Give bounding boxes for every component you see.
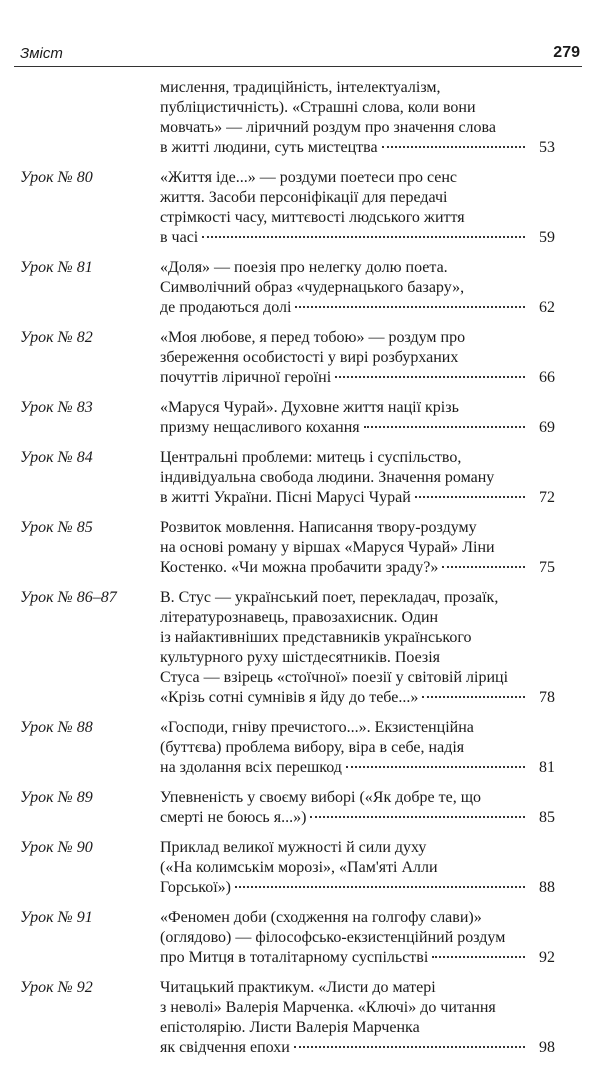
dot-leader xyxy=(295,306,525,308)
dot-leader xyxy=(382,146,525,148)
entry-line: («На колимськім морозі», «Пам'яті Алли xyxy=(160,859,438,876)
entry-line: на основі роману у віршах «Маруся Чурай» Ліни xyxy=(160,539,495,556)
entry-line: в житті людини, суть мистецтва xyxy=(160,139,378,156)
toc-entry xyxy=(0,168,600,248)
entry-line: Центральні проблеми: митець і суспільство, xyxy=(160,449,462,466)
dot-leader xyxy=(442,566,525,568)
entry-line: літературознавець, правозахисник. Один xyxy=(160,609,439,626)
entry-text xyxy=(160,78,555,158)
toc-entry xyxy=(0,328,600,388)
dot-leader xyxy=(335,376,525,378)
page-ref: 88 xyxy=(539,879,555,896)
entry-line: епістолярію. Листи Валерія Марченка xyxy=(160,1019,420,1036)
lesson-label: Урок № 83 xyxy=(20,399,93,416)
dot-leader xyxy=(294,1046,525,1048)
entry-line: призму нещасливого кохання xyxy=(160,419,360,436)
header-rule xyxy=(14,66,582,67)
page-ref: 92 xyxy=(539,949,555,966)
entry-line: «Життя іде...» — роздуми поетеси про сенс xyxy=(160,169,458,186)
entry-last-line xyxy=(160,808,555,828)
page-header xyxy=(14,42,582,72)
entry-text xyxy=(160,398,555,438)
entry-line: «Маруся Чурай». Духовне життя нації крізь xyxy=(160,399,459,416)
entry-line: стрімкості часу, миттєвості людського життя xyxy=(160,209,465,226)
toc-entry xyxy=(0,908,600,968)
lesson-label: Урок № 89 xyxy=(20,789,93,806)
dot-leader xyxy=(415,496,525,498)
table-of-contents xyxy=(0,78,600,1068)
entry-last-line xyxy=(160,488,555,508)
dot-leader xyxy=(310,816,525,818)
entry-line: як свідчення епохи xyxy=(160,1039,290,1056)
toc-entry xyxy=(0,258,600,318)
entry-text xyxy=(160,448,555,508)
lesson-label: Урок № 91 xyxy=(20,909,93,926)
toc-entry xyxy=(0,788,600,828)
entry-line: «Доля» — поезія про нелегку долю поета. xyxy=(160,259,448,276)
entry-line: культурного руху шістдесятників. Поезія xyxy=(160,649,441,666)
lesson-label: Урок № 86–87 xyxy=(20,589,117,606)
entry-text xyxy=(160,978,555,1058)
entry-line: «Феномен доби (сходження на голгофу слави)» xyxy=(160,909,482,926)
page-ref: 59 xyxy=(539,229,555,246)
entry-line: Приклад великої мужності й сили духу xyxy=(160,839,427,856)
entry-line: де продаються долі xyxy=(160,299,292,316)
dot-leader xyxy=(364,426,525,428)
entry-line: Стуса — взірець «стоїчної» поезії у світовій ліриці xyxy=(160,669,509,686)
toc-entry xyxy=(0,718,600,778)
page-ref: 53 xyxy=(539,139,555,156)
entry-line: В. Стус — український поет, перекладач, прозаїк, xyxy=(160,589,499,606)
entry-text xyxy=(160,328,555,388)
entry-text xyxy=(160,838,555,898)
lesson-label: Урок № 92 xyxy=(20,979,93,996)
page-ref: 75 xyxy=(539,559,555,576)
entry-line: публіцистичність). «Страшні слова, коли вони xyxy=(160,99,476,116)
entry-text xyxy=(160,908,555,968)
lesson-label: Урок № 80 xyxy=(20,169,93,186)
page-ref: 62 xyxy=(539,299,555,316)
entry-text xyxy=(160,788,555,828)
entry-line: Символічний образ «чудернацького базару», xyxy=(160,279,465,296)
entry-last-line xyxy=(160,228,555,248)
entry-last-line xyxy=(160,758,555,778)
section-title: Зміст xyxy=(20,45,63,62)
toc-entry xyxy=(0,588,600,708)
entry-line: Горської») xyxy=(160,879,231,896)
lesson-label: Урок № 88 xyxy=(20,719,93,736)
entry-text xyxy=(160,168,555,248)
entry-last-line xyxy=(160,1038,555,1058)
entry-line: про Митця в тоталітарному суспільстві xyxy=(160,949,429,966)
dot-leader xyxy=(346,766,525,768)
page-number: 279 xyxy=(553,44,580,61)
entry-line: Читацький практикум. «Листи до матері xyxy=(160,979,436,996)
entry-line: почуттів ліричної героїні xyxy=(160,369,332,386)
entry-line: мислення, традиційність, інтелектуалізм, xyxy=(160,79,441,96)
toc-entry xyxy=(0,838,600,898)
entry-last-line xyxy=(160,948,555,968)
entry-line: (буттєва) проблема вибору, віра в себе, надія xyxy=(160,739,465,756)
toc-entry xyxy=(0,518,600,578)
lesson-label: Урок № 81 xyxy=(20,259,93,276)
entry-last-line xyxy=(160,368,555,388)
toc-entry xyxy=(0,78,600,158)
dot-leader xyxy=(422,696,525,698)
entry-line: Розвиток мовлення. Написання твору-роздуму xyxy=(160,519,477,536)
toc-entry xyxy=(0,398,600,438)
entry-text xyxy=(160,718,555,778)
entry-line: із найактивніших представників українського xyxy=(160,629,472,646)
entry-line: з неволі» Валерія Марченка. «Ключі» до читання xyxy=(160,999,496,1016)
page-ref: 78 xyxy=(539,689,555,706)
entry-line: індивідуальна свобода людини. Значення роману xyxy=(160,469,495,486)
page-ref: 66 xyxy=(539,369,555,386)
entry-last-line xyxy=(160,878,555,898)
entry-line: Костенко. «Чи можна пробачити зраду?» xyxy=(160,559,439,576)
toc-entry xyxy=(0,448,600,508)
dot-leader xyxy=(432,956,525,958)
dot-leader xyxy=(202,236,525,238)
page-ref: 85 xyxy=(539,809,555,826)
entry-text xyxy=(160,518,555,578)
entry-line: в житті України. Пісні Марусі Чурай xyxy=(160,489,411,506)
entry-line: «Крізь сотні сумнівів я йду до тебе...» xyxy=(160,689,419,706)
entry-line: на здолання всіх перешкод xyxy=(160,759,342,776)
entry-line: «Господи, гніву пречистого...». Екзистенційна xyxy=(160,719,474,736)
toc-entry xyxy=(0,978,600,1058)
entry-line: Упевненість у своєму виборі («Як добре те, що xyxy=(160,789,482,806)
entry-line: в часі xyxy=(160,229,199,246)
entry-line: життя. Засоби персоніфікації для передачі xyxy=(160,189,448,206)
entry-line: збереження особистості у вирі розбурханих xyxy=(160,349,459,366)
dot-leader xyxy=(235,886,525,888)
page-ref: 69 xyxy=(539,419,555,436)
entry-last-line xyxy=(160,688,555,708)
entry-line: «Моя любове, я перед тобою» — роздум про xyxy=(160,329,466,346)
lesson-label: Урок № 90 xyxy=(20,839,93,856)
lesson-label: Урок № 84 xyxy=(20,449,93,466)
entry-last-line xyxy=(160,558,555,578)
lesson-label: Урок № 85 xyxy=(20,519,93,536)
page-ref: 72 xyxy=(539,489,555,506)
entry-line: смерті не боюсь я...») xyxy=(160,809,307,826)
page-ref: 81 xyxy=(539,759,555,776)
entry-line: мовчать» — ліричний роздум про значення слова xyxy=(160,119,496,136)
entry-text xyxy=(160,588,555,708)
entry-last-line xyxy=(160,298,555,318)
entry-last-line xyxy=(160,138,555,158)
lesson-label: Урок № 82 xyxy=(20,329,93,346)
entry-text xyxy=(160,258,555,318)
page-ref: 98 xyxy=(539,1039,555,1056)
entry-last-line xyxy=(160,418,555,438)
entry-line: (оглядово) — філософсько-екзистенційний роздум xyxy=(160,929,506,946)
